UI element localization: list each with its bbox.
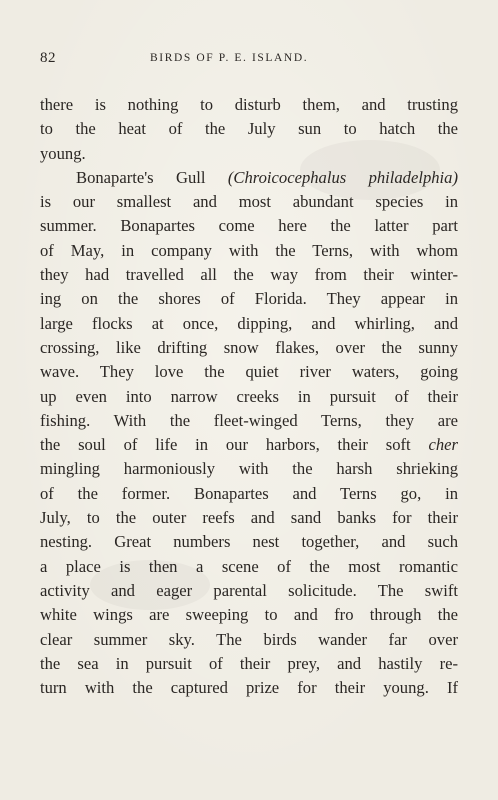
text-line: they had travelled all the way from their winter- [40, 265, 458, 285]
text-line: summer. Bonapartes come here the latter part [40, 216, 458, 236]
text-line: to the heat of the July sun to hatch the [40, 119, 458, 139]
running-head: BIRDS OF P. E. ISLAND. [150, 52, 309, 64]
text-line: the soul of life in our harbors, their soft cher [40, 435, 458, 455]
call-word: cher [428, 435, 458, 455]
text-line: fishing. With the fleet-winged Terns, they are [40, 410, 458, 430]
text-line: is our smallest and most abundant species in [40, 192, 458, 212]
body-text [40, 93, 458, 700]
text-line: a place is then a scene of the most romantic [40, 556, 458, 576]
page-header [40, 50, 458, 70]
text-line: mingling harmoniously with the harsh shrieking [40, 459, 458, 479]
text-line: the sea in pursuit of their prey, and hastily re- [40, 653, 458, 673]
text-line: clear summer sky. The birds wander far over [40, 629, 458, 649]
text-line: there is nothing to disturb them, and trusting [40, 95, 458, 114]
species-name: (Chroicocephalus philadelphia) [227, 167, 458, 187]
text-line: nesting. Great numbers nest together, and such [40, 532, 458, 552]
text-line: large flocks at once, dipping, and whirling, and [40, 313, 458, 333]
text-line: Bonaparte's Gull (Chroicocephalus philadelphia) [76, 167, 458, 187]
text-line: white wings are sweeping to and fro through the [40, 605, 458, 625]
text-line: young. [40, 143, 86, 163]
text-line: of the former. Bonapartes and Terns go, in [40, 483, 458, 503]
text-line: turn with the captured prize for their young. If [40, 678, 458, 698]
text-line: activity and eager parental solicitude. The swift [40, 580, 458, 600]
page-number: 82 [40, 50, 56, 66]
text-line: crossing, like drifting snow flakes, over the sunny [40, 337, 458, 357]
text-line: up even into narrow creeks in pursuit of their [40, 386, 458, 406]
text-line: ing on the shores of Florida. They appear in [40, 289, 458, 309]
text-line: wave. They love the quiet river waters, going [40, 362, 458, 382]
text-line: of May, in company with the Terns, with whom [40, 240, 458, 260]
text-line: July, to the outer reefs and sand banks for their [40, 508, 458, 528]
